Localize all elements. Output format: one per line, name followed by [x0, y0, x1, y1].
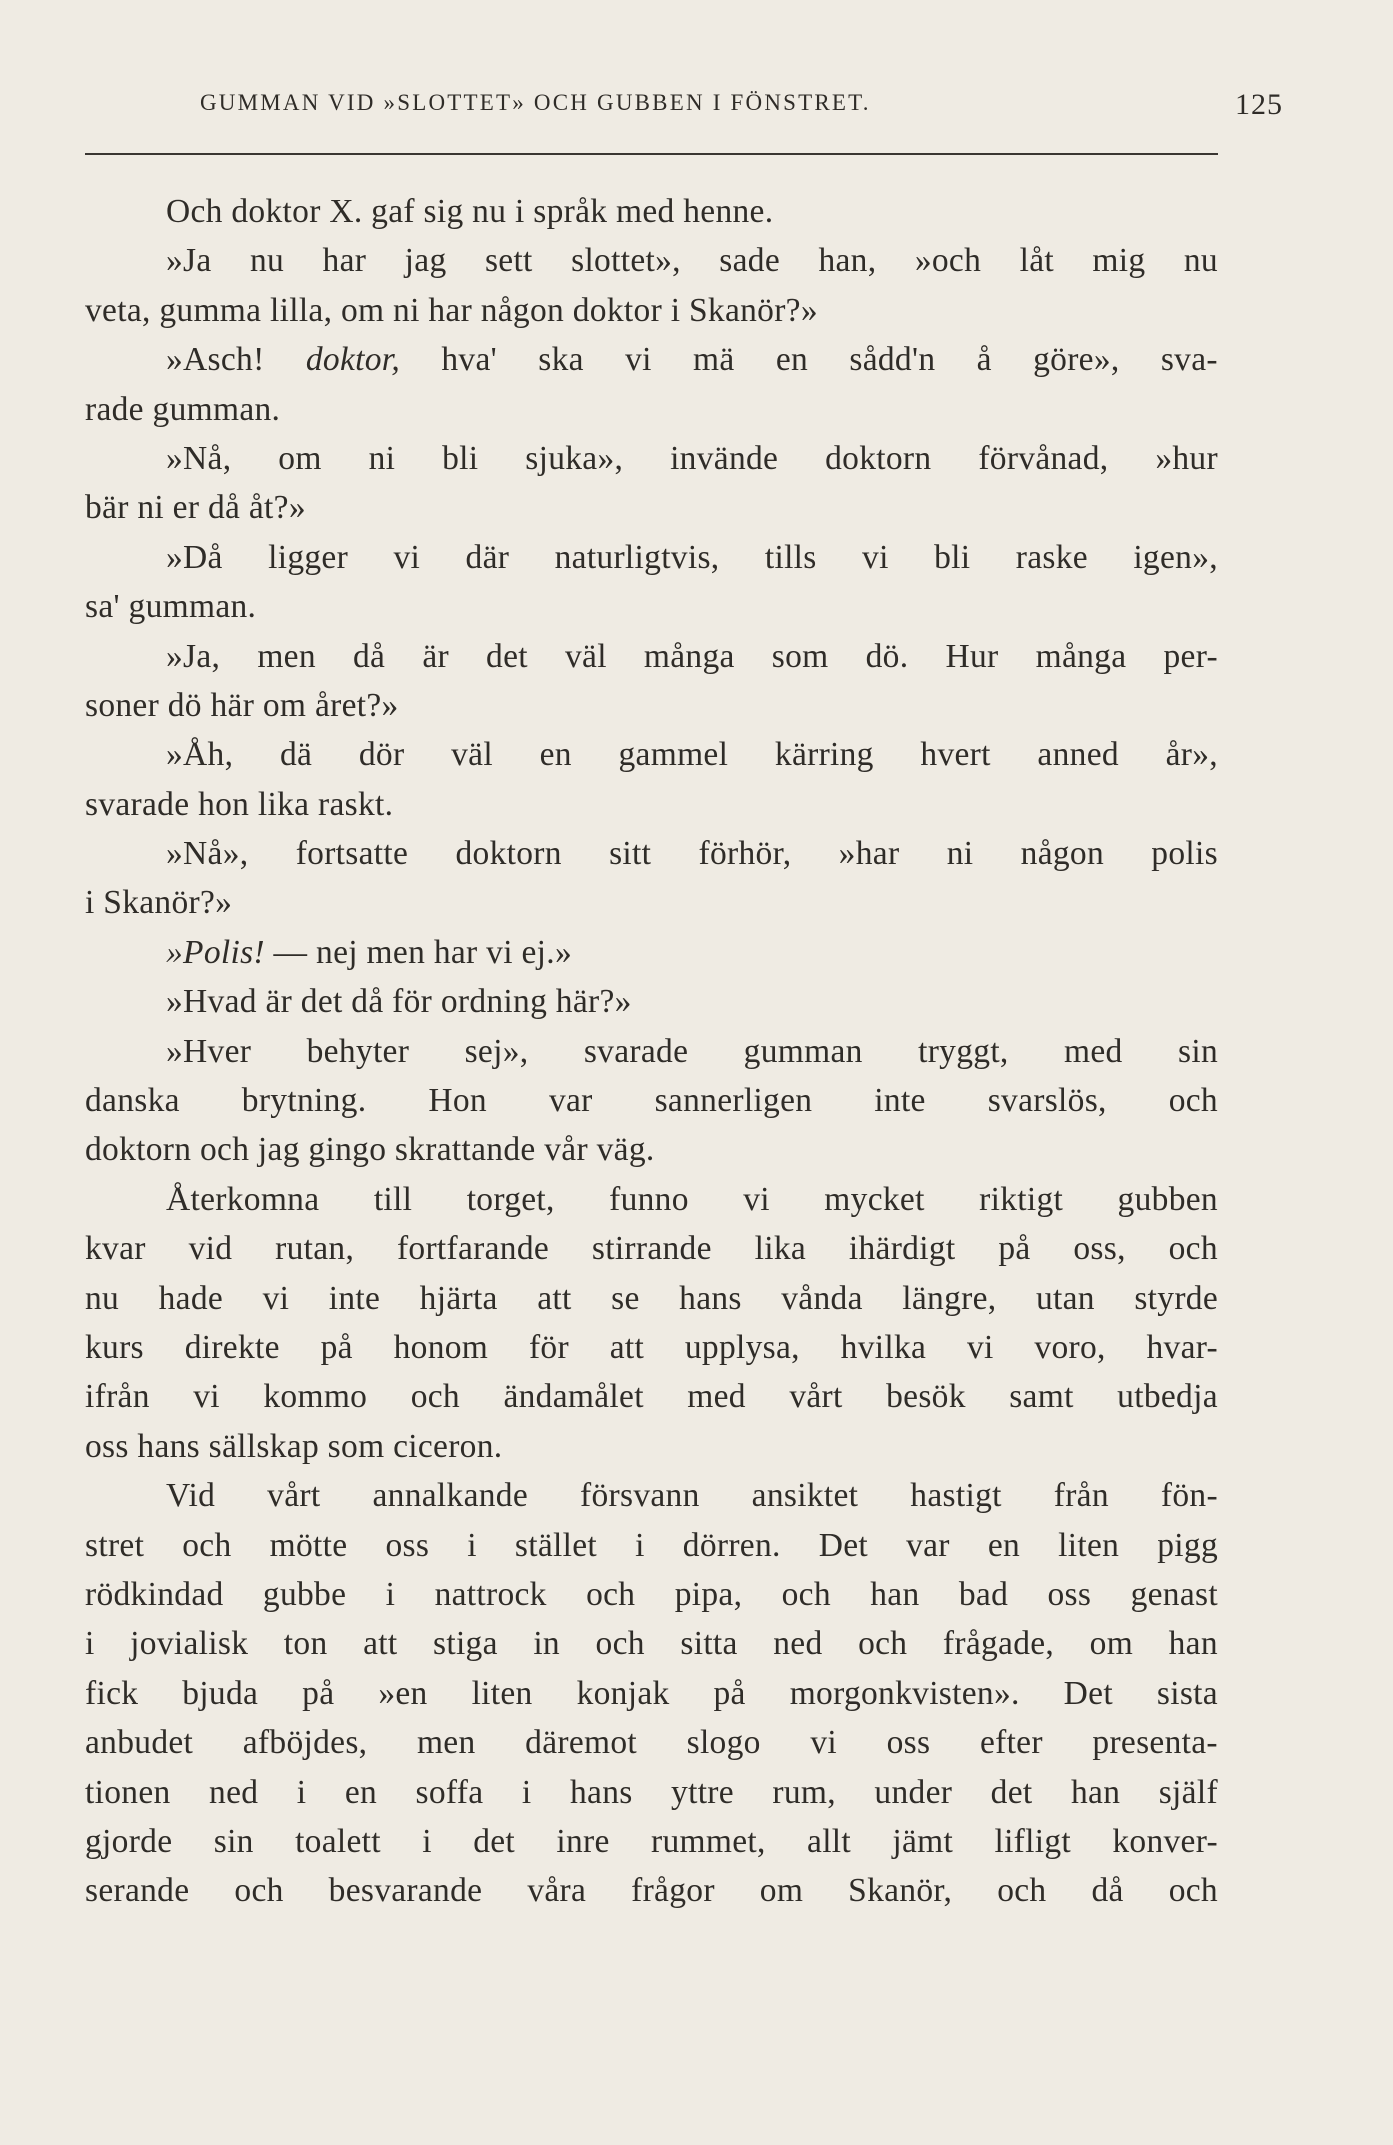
text-line: doktorn och jag gingo skrattande vår väg. — [85, 1131, 655, 1169]
text-line: »Hver behyter sej», svarade gumman tryggt, med sin — [166, 1032, 1218, 1070]
text-line: bär ni er då åt?» — [85, 489, 306, 527]
running-head — [85, 88, 1283, 138]
text-line: oss hans sällskap som ciceron. — [85, 1427, 503, 1465]
text-line: serande och besvarande våra frågor om Skanör, och då och — [85, 1872, 1218, 1910]
text-line: Och doktor X. gaf sig nu i språk med henne. — [166, 193, 774, 230]
text-line: Återkomna till torget, funno vi mycket riktigt gubben — [166, 1180, 1218, 1218]
text-line: »Polis! — nej men har vi ej.» — [166, 933, 573, 971]
text-line: stret och mötte oss i stället i dörren. Det var en liten pigg — [85, 1526, 1218, 1564]
text-line: fick bjuda på »en liten konjak på morgonkvisten». Det sista — [85, 1674, 1218, 1712]
header-rule — [85, 153, 1218, 155]
text-line: »Ja, men då är det väl många som dö. Hur många per- — [166, 637, 1218, 675]
text-line: i Skanör?» — [85, 884, 233, 922]
text-line: kvar vid rutan, fortfarande stirrande lika ihärdigt på oss, och — [85, 1230, 1218, 1268]
text-line: tionen ned i en soffa i hans yttre rum, under det han själf — [85, 1773, 1218, 1811]
text-line: veta, gumma lilla, om ni har någon doktor i Skanör?» — [85, 291, 818, 329]
text-line: rade gumman. — [85, 390, 281, 428]
text-line: Vid vårt annalkande försvann ansiktet hastigt från fön- — [166, 1477, 1218, 1515]
text-line: »Hvad är det då för ordning här?» — [166, 983, 632, 1021]
text-line: »Nå, om ni bli sjuka», invände doktorn förvånad, »hur — [166, 439, 1218, 477]
text-line: »Nå», fortsatte doktorn sitt förhör, »har ni någon polis — [166, 835, 1218, 873]
text-line: ifrån vi kommo och ändamålet med vårt besök samt utbedja — [85, 1378, 1218, 1416]
text-line: gjorde sin toalett i det inre rummet, allt jämt lifligt konver- — [85, 1822, 1218, 1860]
text-line: i jovialisk ton att stiga in och sitta ned och frågade, om han — [85, 1625, 1218, 1663]
body-text — [85, 187, 1218, 1916]
running-title: GUMMAN VID »SLOTTET» OCH GUBBEN I FÖNSTRET. — [200, 90, 871, 115]
text-line: »Då ligger vi där naturligtvis, tills vi bli raske igen», — [166, 538, 1218, 576]
text-line: »Ja nu har jag sett slottet», sade han, »och låt mig nu — [166, 242, 1218, 280]
text-line: sa' gumman. — [85, 588, 257, 626]
text-line: danska brytning. Hon var sannerligen inte svarslös, och — [85, 1082, 1218, 1120]
page-number: 125 — [1235, 88, 1283, 121]
text-line: rödkindad gubbe i nattrock och pipa, och han bad oss genast — [85, 1575, 1218, 1613]
text-line: svarade hon lika raskt. — [85, 785, 394, 823]
text-line: kurs direkte på honom för att upplysa, hvilka vi voro, hvar- — [85, 1328, 1218, 1366]
text-line: anbudet afböjdes, men däremot slogo vi oss efter presenta- — [85, 1724, 1218, 1762]
text-line: soner dö här om året?» — [85, 686, 399, 724]
text-line: nu hade vi inte hjärta att se hans vånda längre, utan styrde — [85, 1279, 1218, 1317]
text-line: »Asch! doktor, hva' ska vi mä en sådd'n å göre», sva- — [166, 341, 1218, 379]
text-line: »Åh, dä dör väl en gammel kärring hvert anned år», — [166, 736, 1218, 774]
